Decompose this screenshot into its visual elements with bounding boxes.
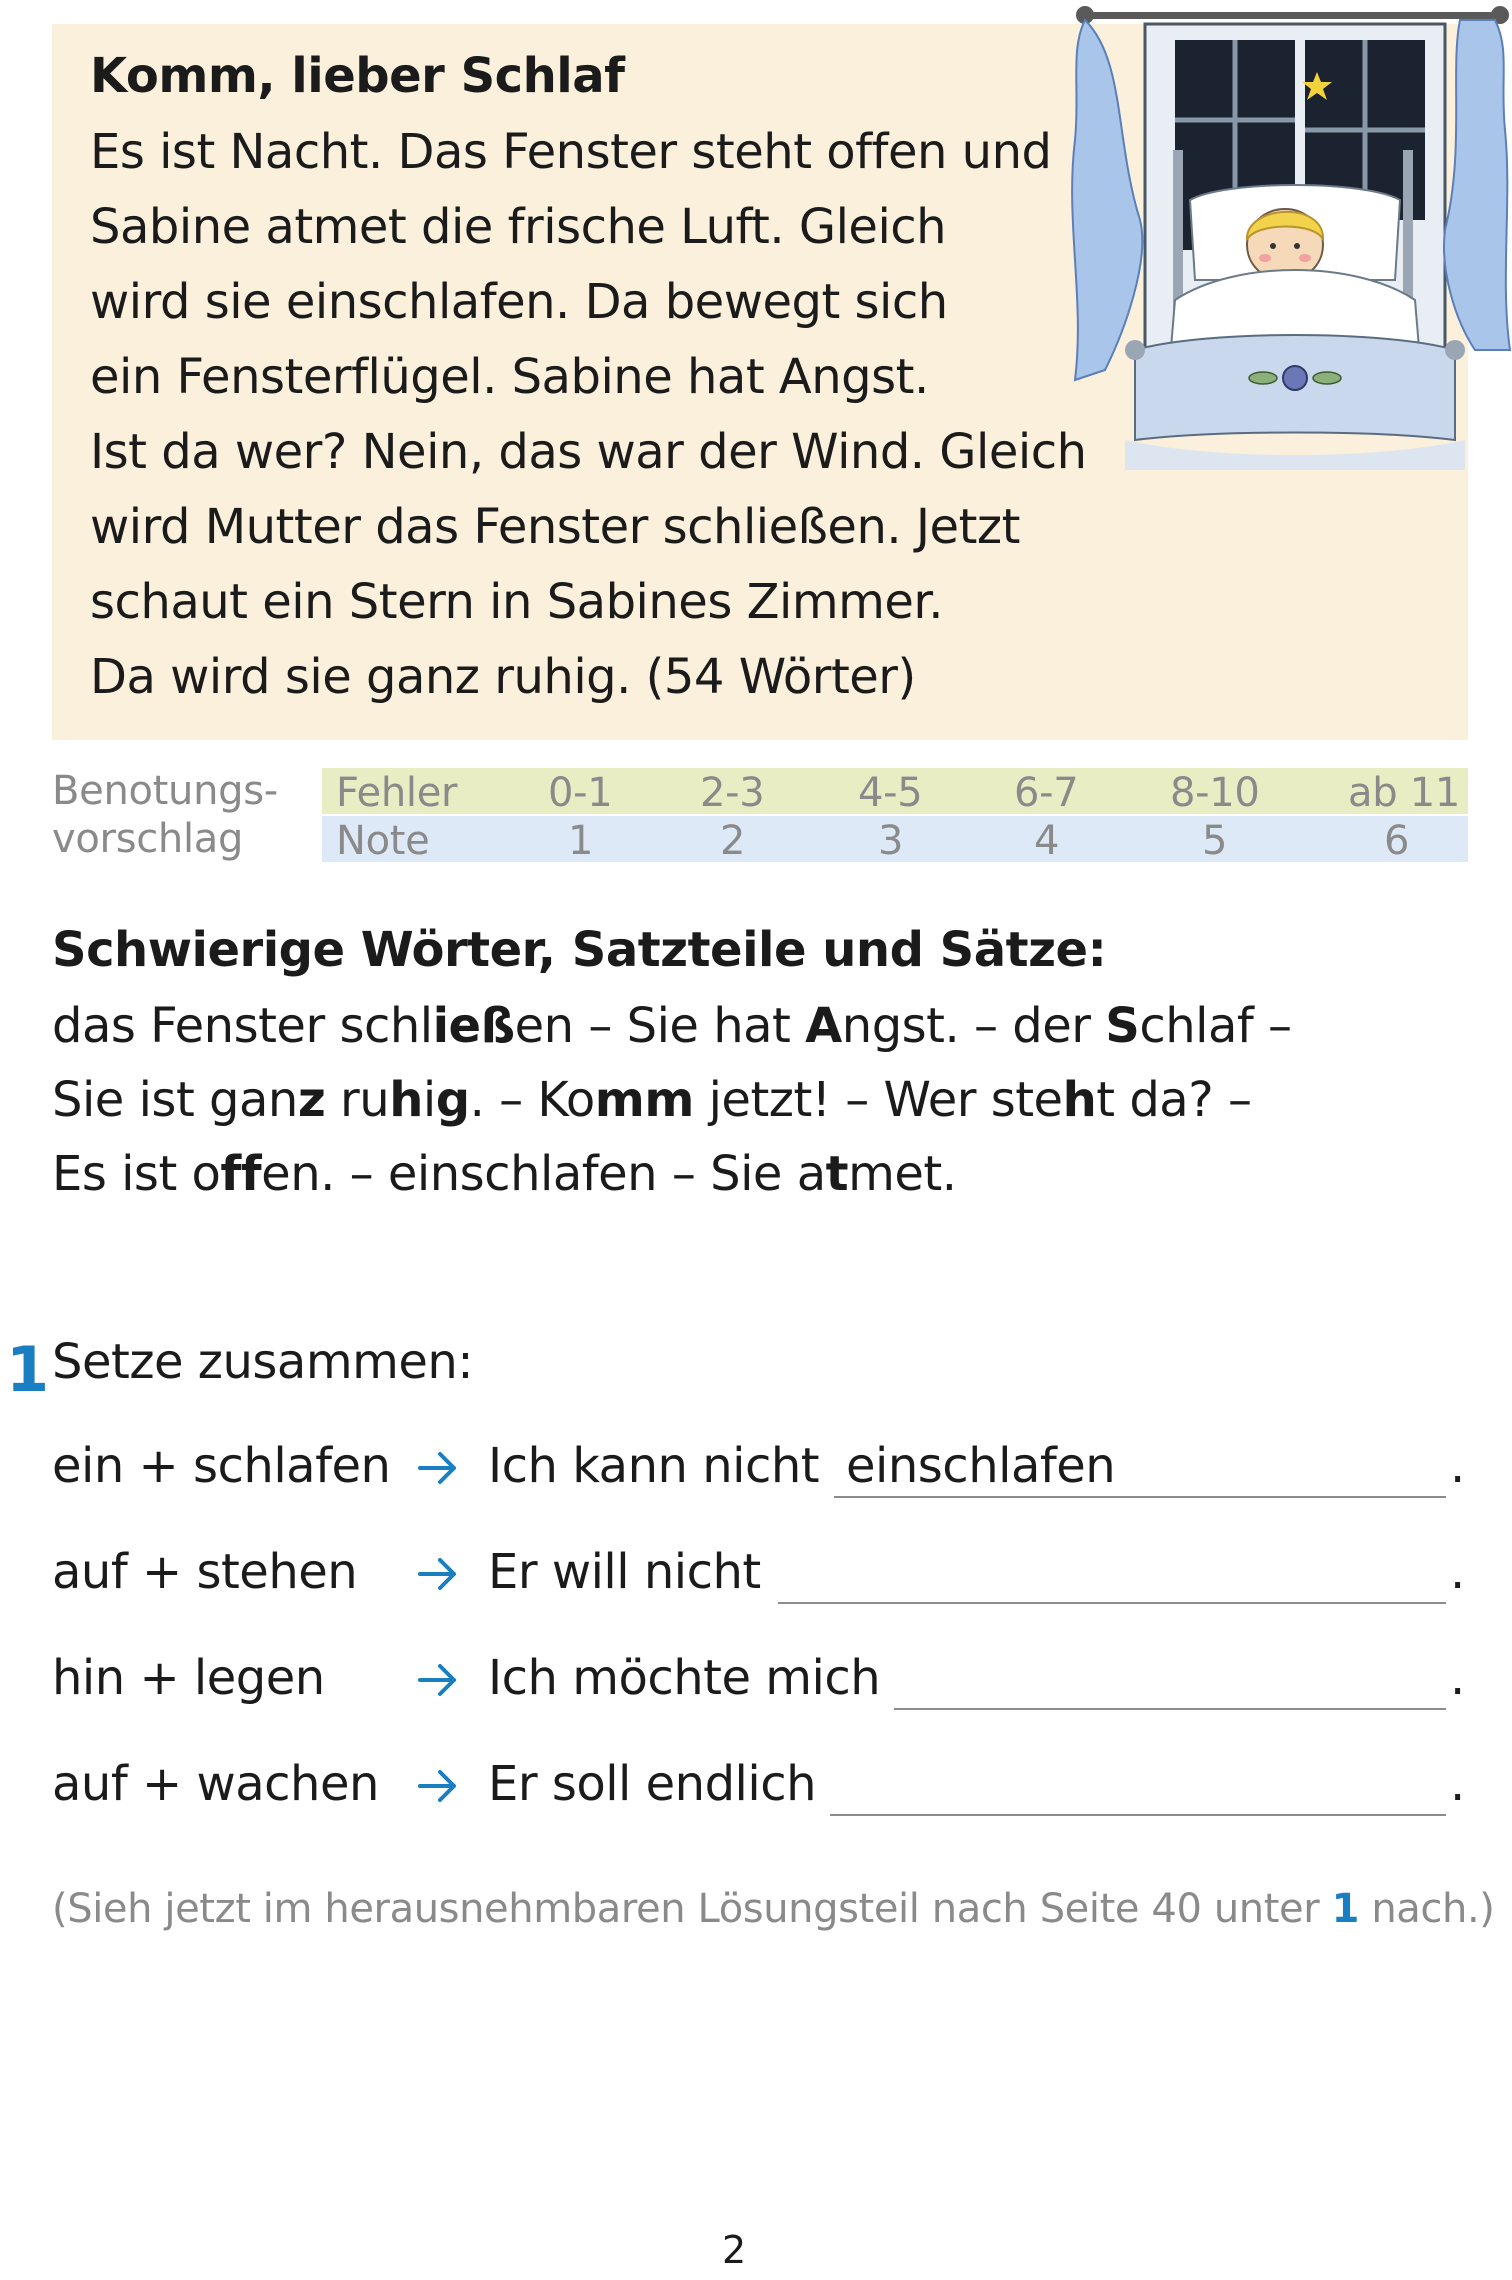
fehler-value: 8-10 <box>1170 770 1260 816</box>
highlighted-letters: mm <box>594 1072 694 1128</box>
sentence-start: Er soll endlich <box>488 1756 817 1812</box>
sentence-end: . <box>1450 1544 1466 1600</box>
word-segment: en – Sie hat <box>514 998 806 1054</box>
exercise-row <box>0 1438 1512 1518</box>
highlighted-letters: ieß <box>432 998 515 1054</box>
right-curtain <box>1444 20 1510 350</box>
word-parts: hin + legen <box>52 1650 325 1706</box>
sentence-start: Ich kann nicht <box>488 1438 820 1494</box>
task-number: 1 <box>6 1333 50 1406</box>
grading-label: vorschlag <box>52 816 244 862</box>
difficult-words-title: Schwierige Wörter, Satzteile und Sätze: <box>52 922 1107 978</box>
sentence-end: . <box>1450 1650 1466 1706</box>
story-line: wird Mutter das Fenster schließen. Jetzt <box>90 499 1020 555</box>
fehler-value: 6-7 <box>1014 770 1079 816</box>
word-segment: ngst. – der <box>841 998 1106 1054</box>
word-segment: chlaf – <box>1139 998 1292 1054</box>
highlighted-letters: h <box>389 1072 423 1128</box>
story-line: Sabine atmet die frische Luft. Gleich <box>90 199 947 255</box>
answer-line[interactable] <box>778 1602 1446 1604</box>
word-parts: auf + stehen <box>52 1544 358 1600</box>
difficult-words-line <box>52 1146 956 1202</box>
word-segment: met. <box>848 1146 957 1202</box>
story-line: Da wird sie ganz ruhig. (54 Wörter) <box>90 649 916 705</box>
difficult-words-line <box>52 998 1292 1054</box>
highlighted-letters: t <box>825 1146 849 1202</box>
word-segment: Es ist o <box>52 1146 221 1202</box>
rose-ornament <box>1283 366 1307 390</box>
story-line: Es ist Nacht. Das Fenster steht offen und <box>90 124 1052 180</box>
fehler-value: ab 11 <box>1348 770 1461 816</box>
highlighted-letters: ff <box>220 1146 262 1202</box>
highlighted-letters: z <box>297 1072 326 1128</box>
arrow-right-icon <box>414 1762 462 1810</box>
arrow-right-icon <box>414 1444 462 1492</box>
story-title: Komm, lieber Schlaf <box>90 48 625 104</box>
grading-row-note <box>322 816 1468 862</box>
highlighted-letters: h <box>1062 1072 1097 1128</box>
highlighted-letters: A <box>805 998 842 1054</box>
curtain-rod <box>1085 12 1500 19</box>
word-parts: ein + schlafen <box>52 1438 391 1494</box>
grading-label: Benotungs- <box>52 768 278 814</box>
fehler-value: 2-3 <box>700 770 765 816</box>
difficult-words-line <box>52 1072 1251 1128</box>
word-segment: . – Ko <box>469 1072 595 1128</box>
exercise-row <box>0 1650 1512 1730</box>
answer-line[interactable] <box>830 1814 1446 1816</box>
word-segment: jetzt! – Wer ste <box>693 1072 1063 1128</box>
note-value: 1 <box>568 818 594 864</box>
task-title: Setze zusammen: <box>52 1334 473 1390</box>
answer-text: einschlafen <box>846 1438 1116 1494</box>
word-parts: auf + wachen <box>52 1756 379 1812</box>
arrow-right-icon <box>414 1656 462 1704</box>
word-segment: ru <box>325 1072 390 1128</box>
answer-line[interactable] <box>894 1708 1446 1710</box>
exercise-row <box>0 1544 1512 1624</box>
word-segment: Sie ist gan <box>52 1072 298 1128</box>
arrow-right-icon <box>414 1550 462 1598</box>
sentence-start: Ich möchte mich <box>488 1650 881 1706</box>
solution-hint <box>52 1886 1494 1932</box>
answer-line[interactable] <box>834 1496 1446 1498</box>
note-value: 2 <box>720 818 746 864</box>
highlighted-letters: g <box>435 1072 470 1128</box>
note-value: 4 <box>1034 818 1060 864</box>
note-value: 6 <box>1384 818 1410 864</box>
story-line: ein Fensterflügel. Sabine hat Angst. <box>90 349 929 405</box>
fehler-label: Fehler <box>336 770 458 816</box>
bedroom-illustration <box>1055 0 1512 660</box>
word-segment: das Fenster schl <box>52 998 433 1054</box>
note-value: 3 <box>878 818 904 864</box>
fehler-value: 4-5 <box>858 770 923 816</box>
word-segment: t da? – <box>1096 1072 1252 1128</box>
word-segment: i <box>422 1072 436 1128</box>
page-number: 2 <box>722 2228 747 2272</box>
exercise-row <box>0 1756 1512 1836</box>
sentence-end: . <box>1450 1756 1466 1812</box>
sentence-end: . <box>1450 1438 1466 1494</box>
story-line: schaut ein Stern in Sabines Zimmer. <box>90 574 943 630</box>
grading-row-fehler <box>322 768 1468 814</box>
note-value: 5 <box>1202 818 1228 864</box>
fehler-value: 0-1 <box>548 770 613 816</box>
hint-text-end: nach.) <box>1359 1886 1495 1932</box>
story-line: Ist da wer? Nein, das war der Wind. Gleich <box>90 424 1087 480</box>
left-curtain <box>1072 20 1142 380</box>
sentence-start: Er will nicht <box>488 1544 761 1600</box>
word-segment: en. – einschlafen – Sie a <box>261 1146 826 1202</box>
highlighted-letters: S <box>1105 998 1140 1054</box>
note-label: Note <box>336 818 430 864</box>
hint-task-number: 1 <box>1331 1886 1360 1932</box>
hint-text: (Sieh jetzt im herausnehmbaren Lösungsteil nach Seite 40 unter <box>52 1886 1332 1932</box>
story-line: wird sie einschlafen. Da bewegt sich <box>90 274 948 330</box>
